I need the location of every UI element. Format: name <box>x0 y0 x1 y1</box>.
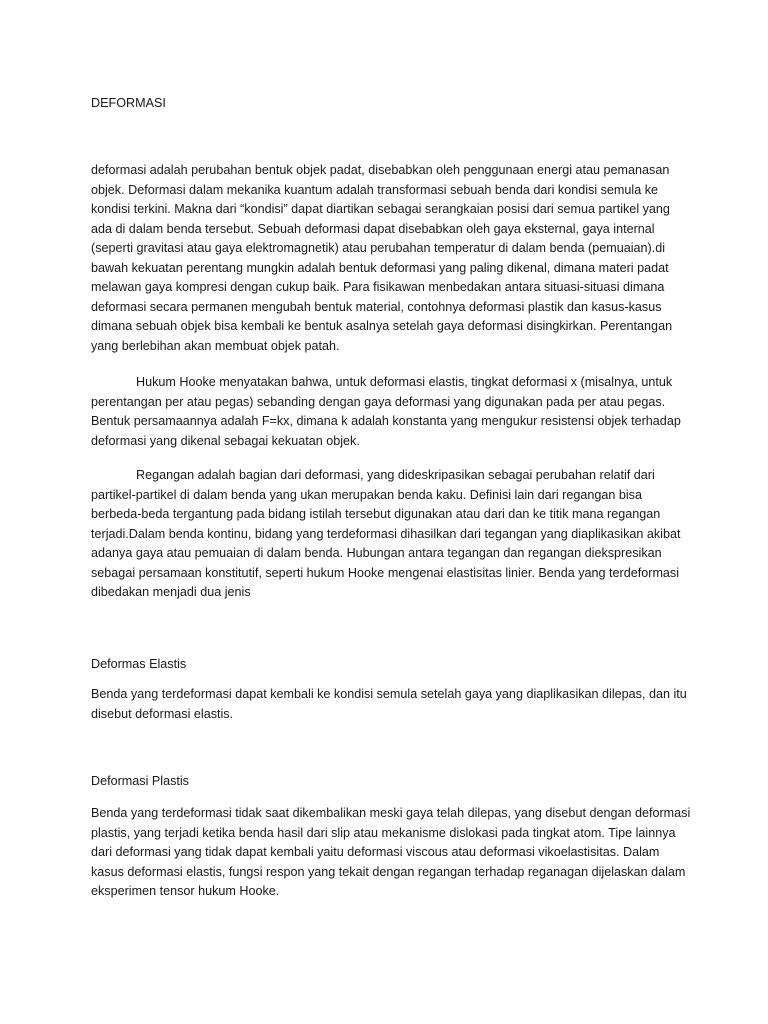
heading-deformasi-plastis: Deformasi Plastis <box>91 774 189 788</box>
paragraph-regangan: Regangan adalah bagian dari deformasi, yang dideskripasikan sebagai perubahan relatif dari partikel-partikel di dalam benda yang ukan merupakan benda kaku. Definisi lain dari regangan bisa berbeda-beda tergantung pada bidang istilah tersebut digunakan atau dari dan ke titik mana regangan terjadi.Dalam benda kontinu, bidang yang terdeformasi dihasilkan dari tegangan yang diaplikasikan akibat adanya gaya atau pemuaian di dalam benda. Hubungan antara tegangan dan regangan diekspresikan sebagai persamaan konstitutif, seperti hukum Hooke mengenai elastisitas linier. Benda yang terdeformasi dibedakan menjadi dua jenis <box>91 468 681 599</box>
document-title: DEFORMASI <box>91 96 166 110</box>
heading-deformasi-elastis: Deformas Elastis <box>91 657 187 671</box>
paragraph-plastis: Benda yang terdeformasi tidak saat dikembalikan meski gaya telah dilepas, yang disebut dengan deformasi plastis, yang terjadi ketika benda hasil dari slip atau mekanisme dislokasi pada tingkat atom. Tipe lainnya dari deformasi yang tidak dapat kembali yaitu deformasi viscous atau deformasi vikoelastisitas. Dalam kasus deformasi elastis, fungsi respon yang tekait dengan regangan terhadap reganagan dijelaskan dalam eksperimen tensor hukum Hooke. <box>91 806 691 898</box>
paragraph-elastis: Benda yang terdeformasi dapat kembali ke kondisi semula setelah gaya yang diaplikasikan dilepas, dan itu disebut deformasi elastis. <box>91 687 687 721</box>
paragraph-intro: deformasi adalah perubahan bentuk objek padat, disebabkan oleh penggunaan energi atau pemanasan objek. Deformasi dalam mekanika kuantum adalah transformasi sebuah benda dari kondisi semula ke kondisi terkini. Makna dari “kondisi” dapat diartikan sebagai serangkaian posisi dari semua partikel yang ada di dalam benda tersebut. Sebuah deformasi dapat disebabkan oleh gaya eksternal, gaya internal (seperti gravitasi atau gaya elektromagnetik) atau perubahan temperatur di dalam benda (pemuaian).di bawah kekuatan perentang mungkin adalah bentuk deformasi yang paling dikenal, dimana materi padat melawan gaya kompresi dengan cukup baik. Para fisikawan menbedakan antara situasi-situasi dimana deformasi secara permanen mengubah bentuk material, contohnya deformasi plastik dan kasus-kasus dimana sebuah objek bisa kembali ke bentuk asalnya setelah gaya deformasi disingkirkan. Perentangan yang berlebihan akan membuat objek patah. <box>91 163 673 353</box>
paragraph-hooke: Hukum Hooke menyatakan bahwa, untuk deformasi elastis, tingkat deformasi x (misalnya, untuk perentangan per atau pegas) sebanding dengan gaya deformasi yang digunakan pada per atau pegas. Bentuk persamaannya adalah F=kx, dimana k adalah konstanta yang mengukur resistensi objek terhadap deformasi yang dikenal sebagai kekuatan objek. <box>91 375 681 448</box>
